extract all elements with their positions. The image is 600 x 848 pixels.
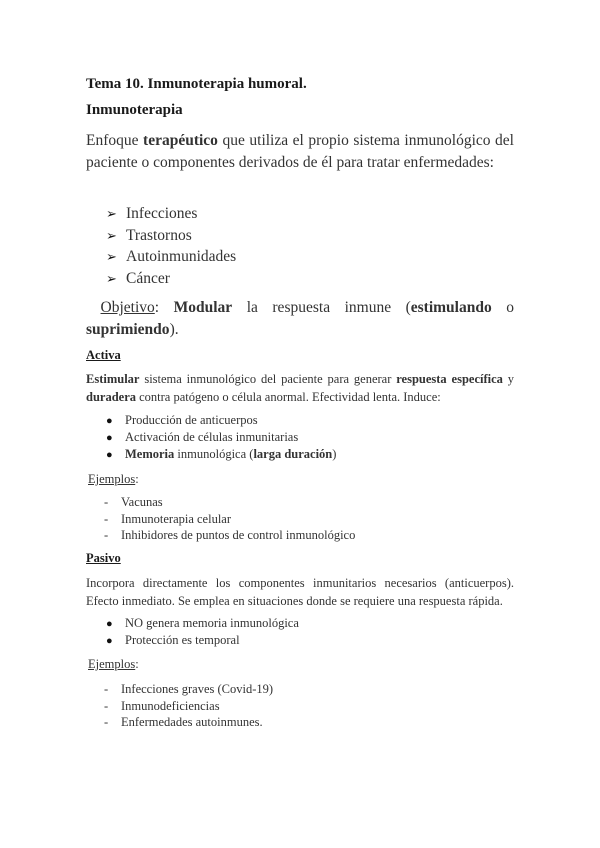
dash-bullet-icon: - (104, 698, 109, 713)
list-item-label: inmunológica ( (174, 447, 254, 461)
list-item-label: Vacunas (121, 495, 163, 509)
bullet-icon: ● (106, 635, 113, 647)
pasivo-points-list (106, 615, 299, 649)
dash-bullet-icon: - (104, 511, 109, 526)
list-item (104, 494, 355, 511)
list-item (104, 527, 355, 544)
list-item (104, 698, 273, 715)
arrow-bullet-icon: ➢ (106, 206, 117, 221)
list-item (106, 429, 336, 446)
heading-activa: Activa (86, 348, 121, 362)
list-item (106, 203, 236, 225)
objective-bold: Modular (173, 299, 233, 316)
objective-colon: : (154, 299, 174, 316)
objective-label: Objetivo (100, 299, 155, 316)
arrow-bullet-icon: ➢ (106, 270, 117, 286)
document-title: Tema 10. Inmunoterapia humoral. (86, 76, 307, 92)
list-item-label: NO genera memoria inmunológica (125, 616, 299, 630)
section-title: Inmunoterapia (86, 102, 183, 118)
activa-text: contra patógeno o célula anormal. Efectividad lenta. Induce: (136, 390, 441, 404)
activa-examples-label (88, 472, 139, 487)
activa-bold: respuesta específica (396, 372, 503, 386)
pasivo-description: Incorpora directamente los componentes inmunitarios necesarios (anticuerpos). Efecto inmediato. Se emplea en situaciones donde se requiere una respuesta rápida. (86, 576, 514, 608)
list-item (104, 511, 355, 528)
activa-description (86, 370, 514, 406)
list-item (106, 268, 236, 290)
arrow-bullet-icon: ➢ (106, 249, 117, 264)
bullet-icon: ● (106, 449, 113, 461)
list-item (106, 615, 299, 632)
pasivo-examples-list (104, 681, 273, 731)
targets-list (106, 203, 236, 289)
pasivo-examples-label (88, 657, 139, 672)
bullet-icon: ● (106, 618, 113, 630)
list-item (106, 246, 236, 268)
intro-text-rest: que utiliza el propio sistema inmunológico del paciente o componentes derivados de él para tratar enfermedades: (86, 132, 514, 171)
list-item-bold: Memoria (125, 447, 175, 461)
list-item-label: Infecciones (126, 205, 198, 222)
list-item-bold: larga duración (253, 447, 333, 461)
list-item-label: Activación de células inmunitarias (125, 430, 299, 444)
objective-paragraph (86, 297, 514, 341)
activa-text: sistema inmunológico del paciente para generar (139, 372, 397, 386)
list-item-label: Inhibidores de puntos de control inmunológico (121, 528, 356, 542)
activa-examples-list (104, 494, 355, 544)
list-item-label: Trastornos (126, 226, 192, 244)
list-item-label: Protección es temporal (125, 633, 240, 647)
list-item (104, 714, 273, 731)
list-item-label: ) (332, 447, 337, 461)
list-item (106, 446, 336, 463)
list-item-label: Inmunoterapia celular (121, 511, 232, 526)
dash-bullet-icon: - (104, 715, 109, 729)
list-item-label: Inmunodeficiencias (121, 698, 220, 713)
activa-bold: duradera (86, 390, 136, 404)
list-item-label: Cáncer (126, 269, 170, 287)
list-item (106, 412, 336, 429)
dash-bullet-icon: - (104, 495, 109, 509)
objective-text: ). (169, 321, 179, 338)
list-item-label: Enfermedades autoinmunes. (121, 715, 263, 729)
list-item (106, 225, 236, 247)
examples-label: Ejemplos (88, 472, 136, 486)
activa-text: y (502, 372, 514, 386)
intro-bold: terapéutico (143, 132, 218, 149)
heading-pasivo: Pasivo (86, 551, 121, 565)
list-item (106, 632, 299, 649)
dash-bullet-icon: - (104, 528, 109, 542)
arrow-bullet-icon: ➢ (106, 227, 117, 243)
activa-induces-list (106, 412, 336, 463)
activa-bold: Estimular (86, 372, 140, 386)
bullet-icon: ● (106, 432, 113, 444)
list-item-label: Producción de anticuerpos (125, 413, 258, 427)
objective-text: o (491, 299, 515, 316)
examples-label: Ejemplos (88, 657, 136, 671)
intro-paragraph (86, 130, 514, 174)
list-item-label: Autoinmunidades (126, 248, 237, 265)
intro-text: Enfoque (86, 132, 144, 149)
objective-bold: estimulando (410, 299, 492, 316)
list-item-label: Infecciones graves (Covid-19) (121, 682, 274, 696)
dash-bullet-icon: - (104, 682, 109, 696)
bullet-icon: ● (106, 415, 113, 427)
list-item (104, 681, 273, 698)
examples-colon: : (135, 657, 139, 671)
objective-text: la respuesta inmune ( (232, 299, 411, 316)
objective-bold: suprimiendo (86, 321, 170, 338)
examples-colon: : (135, 472, 139, 486)
